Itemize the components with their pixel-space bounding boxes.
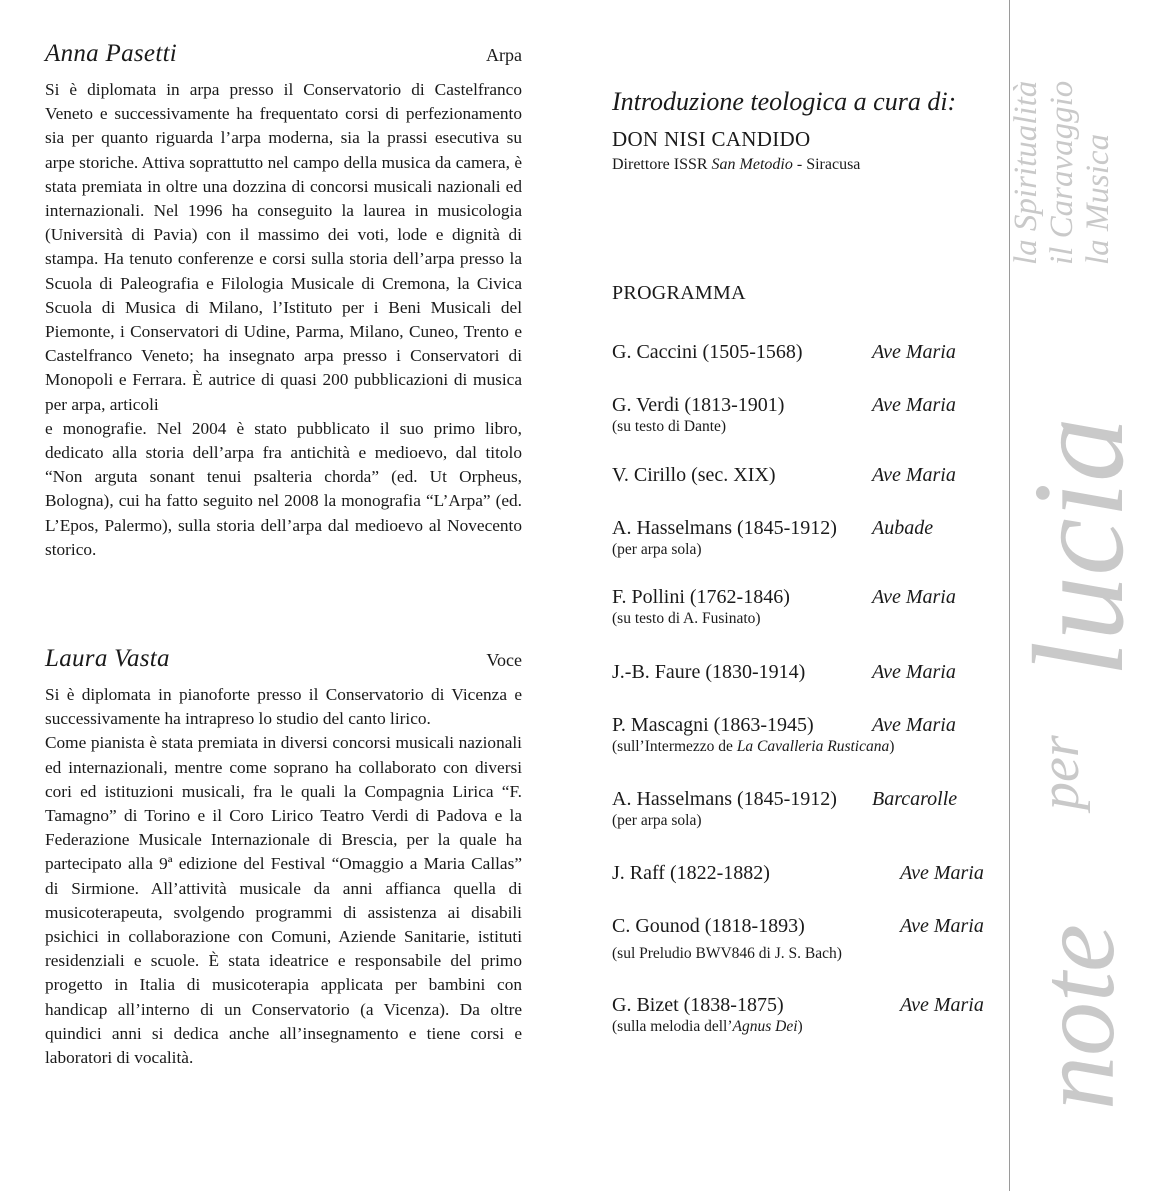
program-composer: C. Gounod (1818-1893) bbox=[612, 915, 805, 937]
intro-speaker-name: DON NISI CANDIDO bbox=[612, 127, 811, 151]
program-work: Ave Maria bbox=[872, 661, 956, 683]
program-note bbox=[612, 738, 997, 756]
program-work: Barcarolle bbox=[872, 788, 958, 810]
intro-role-institution: San Metodio bbox=[711, 156, 793, 173]
program-work: Ave Maria bbox=[900, 994, 984, 1016]
program-item bbox=[612, 517, 997, 559]
program-note-suffix: ) bbox=[889, 738, 895, 755]
program-work: Ave Maria bbox=[900, 915, 984, 937]
program-note-italic: La Cavalleria Rusticana bbox=[736, 738, 890, 755]
bio-laura-vasta bbox=[45, 645, 522, 1070]
program-work: Ave Maria bbox=[872, 341, 956, 363]
side-title-word: lucia bbox=[1007, 417, 1151, 677]
program-item-line bbox=[612, 586, 997, 612]
program-composer: A. Hasselmans (1845-1912) bbox=[612, 517, 837, 539]
side-subtitle-line: la Spiritualità bbox=[1008, 80, 1044, 265]
program-item-line bbox=[612, 994, 997, 1020]
program-note: (sul Preludio BWV846 di J. S. Bach) bbox=[612, 945, 842, 962]
performer-instrument: Arpa bbox=[486, 45, 522, 65]
performer-name: Anna Pasetti bbox=[45, 40, 178, 67]
program-item bbox=[612, 586, 997, 628]
program-note-suffix: ) bbox=[797, 1018, 803, 1035]
side-title-word: per bbox=[1029, 735, 1091, 810]
program-item bbox=[612, 714, 997, 756]
program-item-line bbox=[612, 394, 997, 420]
side-subtitle-line: il Caravaggio bbox=[1044, 80, 1080, 265]
program-note: (su testo di Dante) bbox=[612, 418, 727, 435]
program-composer: G. Bizet (1838-1875) bbox=[612, 994, 784, 1016]
program-composer: G. Verdi (1813-1901) bbox=[612, 394, 785, 416]
performer-name: Laura Vasta bbox=[45, 645, 170, 672]
bio-paragraph: e monografie. Nel 2004 è stato pubblicato il suo primo libro, dedicato alla storia dell’arpa fra antichità e medioevo, dal titolo “Non arguta sonant tenui psalteria chorda” (ed. Ut Orpheus, Bologna), cui ha fatto seguito nel 2008 la monografia “L’Arpa” (ed. L’Epos, Palermo), sulla storia dell’arpa dal medioevo al Novecento storico. bbox=[45, 418, 522, 559]
bio-header bbox=[45, 645, 522, 673]
bio-paragraph: Si è diplomata in pianoforte presso il Conservatorio di Vicenza e successivamente ha intrapreso lo studio del canto lirico. bbox=[45, 685, 522, 729]
program-work: Ave Maria bbox=[872, 394, 956, 416]
program-item bbox=[612, 788, 997, 830]
intro-speaker-role bbox=[612, 156, 860, 174]
intro-label: Introduzione teologica a cura di: bbox=[612, 87, 957, 116]
side-title-word: note bbox=[1018, 924, 1137, 1110]
program-composer: J.-B. Faure (1830-1914) bbox=[612, 661, 806, 683]
program-title: PROGRAMMA bbox=[612, 282, 746, 304]
intro-role-prefix: Direttore ISSR bbox=[612, 156, 712, 173]
program-work: Ave Maria bbox=[872, 714, 956, 736]
program-work: Ave Maria bbox=[900, 862, 984, 884]
program-note: (per arpa sola) bbox=[612, 812, 702, 829]
program-note-prefix: (sulla melodia dell’ bbox=[612, 1018, 733, 1035]
program-note: (per arpa sola) bbox=[612, 541, 702, 558]
bio-header bbox=[45, 40, 522, 68]
bio-text bbox=[45, 78, 522, 562]
program-item bbox=[612, 862, 997, 888]
program-item bbox=[612, 661, 997, 687]
program-item-line bbox=[612, 915, 997, 941]
program-item-line bbox=[612, 517, 997, 543]
program-work: Aubade bbox=[872, 517, 934, 539]
program-item bbox=[612, 464, 997, 490]
program-composer: F. Pollini (1762-1846) bbox=[612, 586, 790, 608]
program-item-line bbox=[612, 661, 997, 687]
bio-text bbox=[45, 683, 522, 1070]
program-item-line bbox=[612, 714, 997, 740]
program-note-prefix: (sull’Intermezzo de bbox=[612, 738, 737, 755]
bio-paragraph: Come pianista è stata premiata in diversi concorsi musicali nazionali ed internazionali, mentre come soprano ha collaborato con diversi cori ed istituzioni musicali, fra le quali la Compagnia Lirica “F. Tamagno” di Torino e il Coro Lirico Teatro Verdi di Padova e la Federazione Musicale Internazionale di Brescia, per la quale ha partecipato alla 9ª edizione del Festival “Omaggio a Maria Callas” di Sirmione. All’attività musicale da anni affianca quella di musicoterapeuta, svolgendo programmi di assistenza ai disabili psichici in collaborazione con Comuni, Aziende Sanitarie, istituti residenziali e scuole. È stata ideatrice e responsabile del primo progetto in Italia di musicoterapia applicata per bambini con handicap all’interno di un Conservatorio (a Vicenza). Da oltre quindici anni si dedica anche all’insegnamento e tiene corsi e laboratori di vocalità. bbox=[45, 733, 522, 1068]
program-item-line bbox=[612, 788, 997, 814]
program-note bbox=[612, 1018, 997, 1036]
program-note-italic: Agnus Dei bbox=[732, 1018, 798, 1035]
program-item-line bbox=[612, 464, 997, 490]
program-composer: V. Cirillo (sec. XIX) bbox=[612, 464, 776, 486]
performer-instrument: Voce bbox=[486, 650, 522, 670]
side-subtitle-line: la Musica bbox=[1080, 133, 1116, 265]
program-item bbox=[612, 394, 997, 436]
program-item bbox=[612, 341, 997, 367]
bio-paragraph: Si è diplomata in arpa presso il Conservatorio di Castelfranco Veneto e successivamente ha frequentato corsi di perfezionamento sia per quanto riguarda l’arpa moderna, sia la prassi esecutiva su arpe storiche. Attiva soprattutto nel campo della musica da camera, è stata premiata in oltre una dozzina di concorsi musicali nazionali ed internazionali. Nel 1996 ha conseguito la laurea in musicologia (Università di Pavia) con il massimo dei voti, lode e dignità di stampa. Ha tenuto conferenze e corsi sulla storia dell’arpa presso la Scuola di Paleografia e Filologia Musicale di Cremona, la Civica Scuola di Musica di Milano, l’Istituto per i Beni Musicali del Piemonte, i Conservatori di Udine, Parma, Milano, Cuneo, Trento e Castelfranco Veneto; ha insegnato arpa presso i Conservatori di Monopoli e Ferrara. È autrice di quasi 200 pubblicazioni di musica per arpa, articoli bbox=[45, 80, 522, 414]
bio-anna-pasetti bbox=[45, 40, 522, 562]
program-item-line bbox=[612, 862, 997, 888]
program-composer: A. Hasselmans (1845-1912) bbox=[612, 788, 837, 810]
program-work: Ave Maria bbox=[872, 464, 956, 486]
program-item bbox=[612, 994, 997, 1036]
program-work: Ave Maria bbox=[872, 586, 956, 608]
intro-role-suffix: - Siracusa bbox=[792, 156, 861, 173]
side-title bbox=[1007, 0, 1151, 1191]
program-composer: G. Caccini (1505-1568) bbox=[612, 341, 803, 363]
program-note: (su testo di A. Fusinato) bbox=[612, 610, 761, 627]
program-item-line bbox=[612, 341, 997, 367]
program-composer: P. Mascagni (1863-1945) bbox=[612, 714, 814, 736]
program-composer: J. Raff (1822-1882) bbox=[612, 862, 770, 884]
program-item bbox=[612, 915, 997, 963]
